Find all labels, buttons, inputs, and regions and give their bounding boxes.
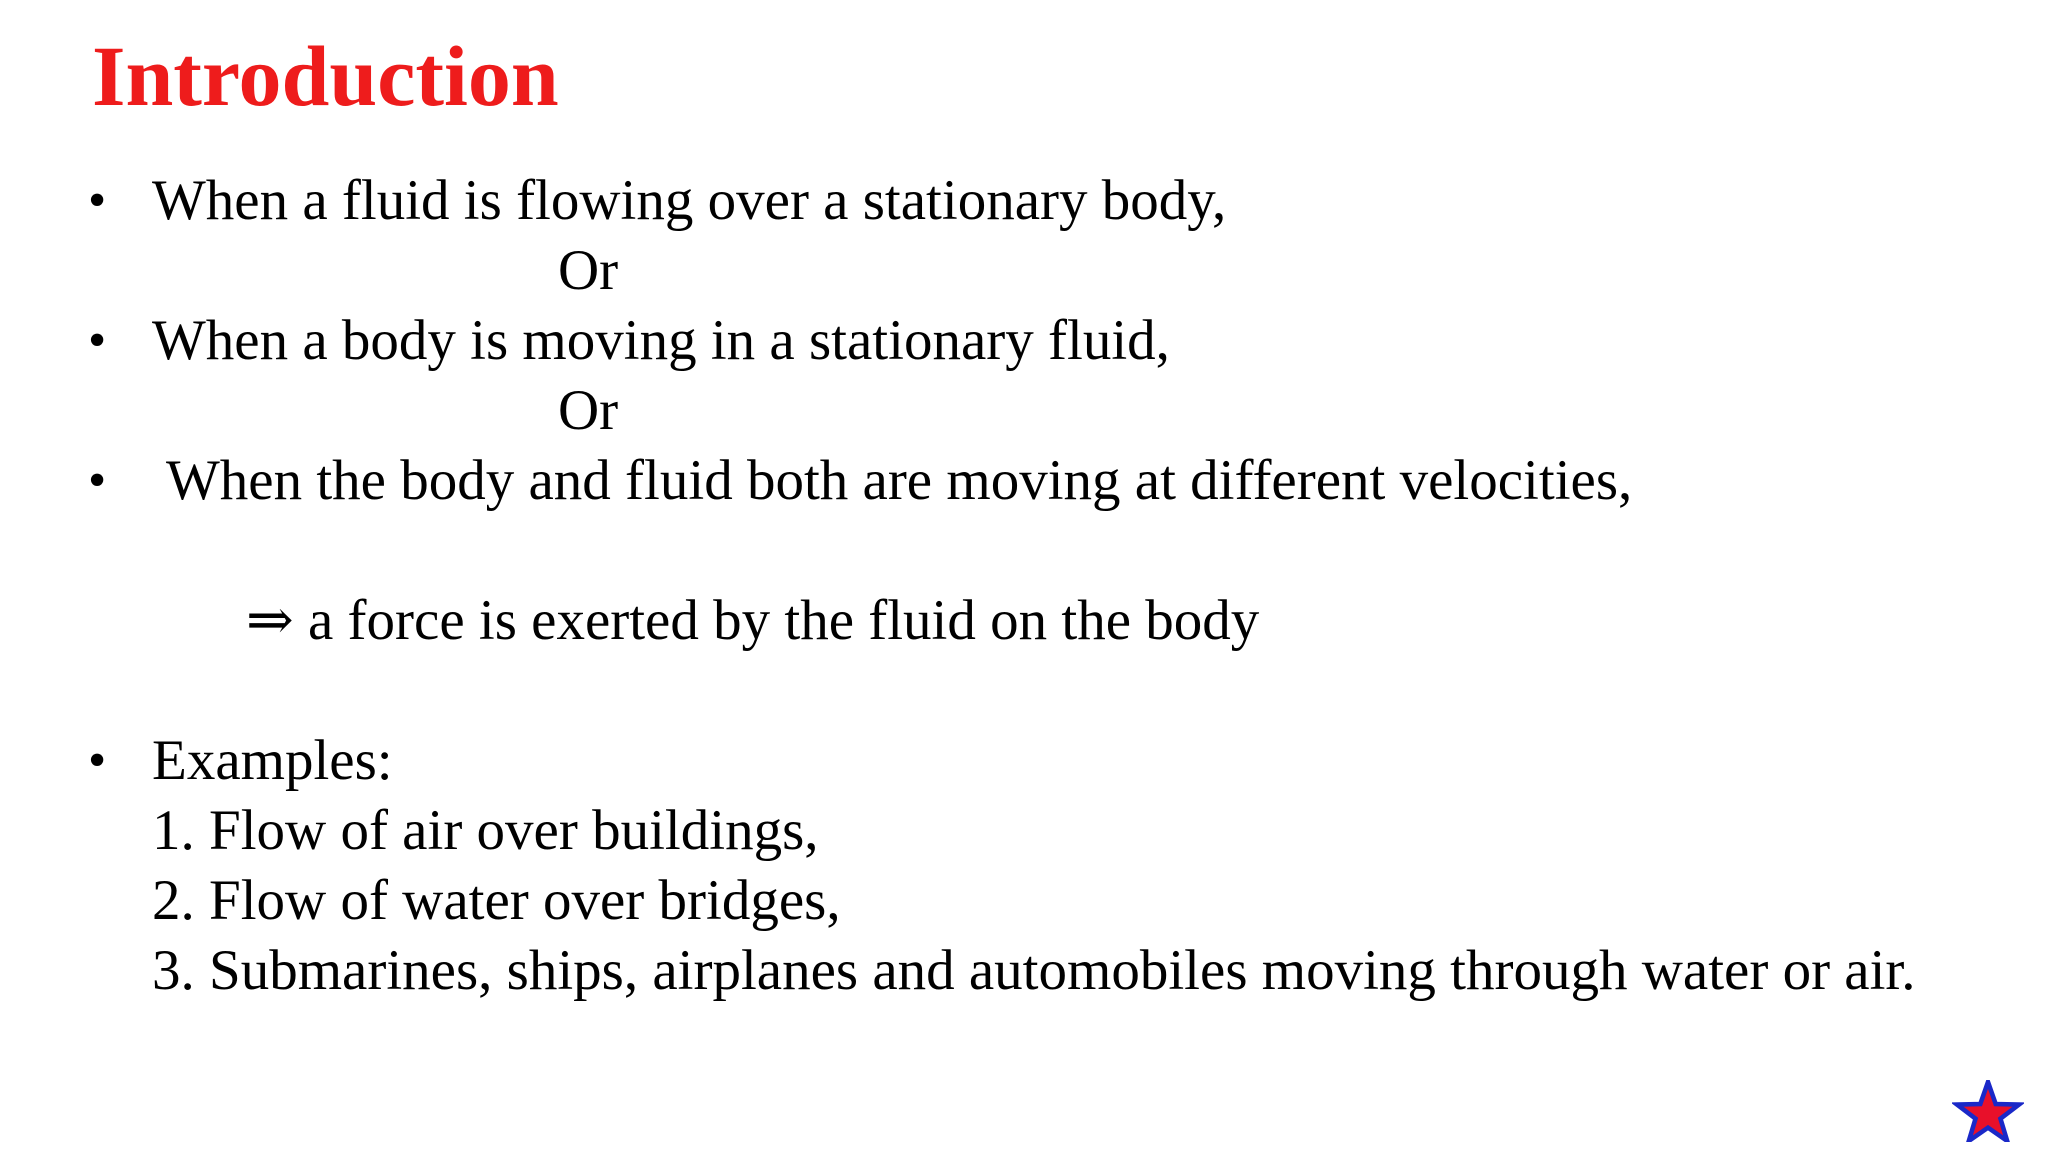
or-connector: Or	[558, 379, 619, 442]
star-icon	[1952, 1080, 2024, 1142]
bullet-marker: •	[88, 172, 107, 229]
example-item: 1. Flow of air over buildings,	[152, 799, 819, 862]
examples-heading: Examples:	[152, 729, 393, 792]
bullet-marker: •	[88, 732, 107, 789]
bullet-marker: •	[88, 452, 107, 509]
example-item: 2. Flow of water over bridges,	[152, 869, 841, 932]
bullet-item-both-moving: When the body and fluid both are moving at different velocities,	[166, 449, 1633, 512]
slide-title: Introduction	[92, 28, 559, 124]
bullet-item-fluid-flowing: When a fluid is flowing over a stationary body,	[152, 169, 1227, 232]
bullet-item-body-moving: When a body is moving in a stationary fluid,	[152, 309, 1170, 372]
example-item: 3. Submarines, ships, airplanes and automobiles moving through water or air.	[152, 939, 1916, 1002]
or-connector: Or	[558, 239, 619, 302]
force-conclusion: ⇒ a force is exerted by the fluid on the body	[246, 589, 1260, 652]
bullet-marker: •	[88, 312, 107, 369]
